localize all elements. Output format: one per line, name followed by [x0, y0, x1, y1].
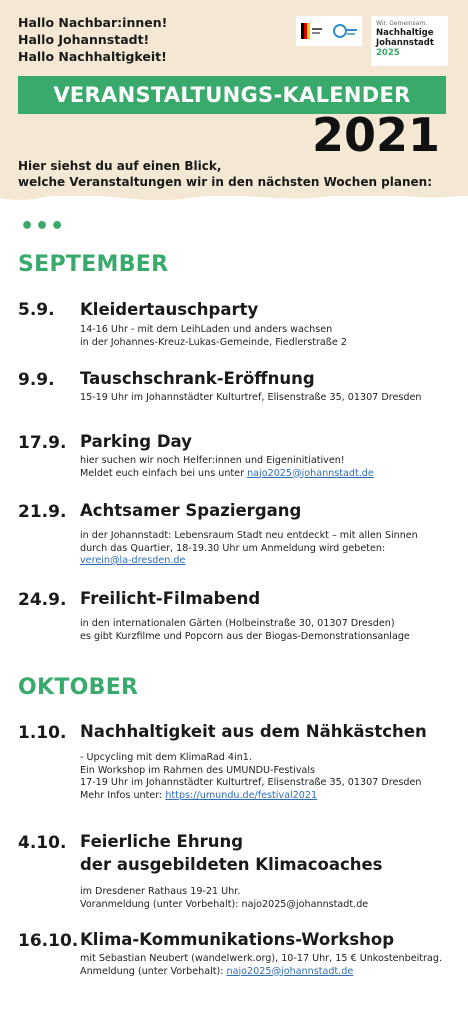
event-description [80, 953, 442, 978]
description-line: mit Sebastian Neubert (wandelwerk.org), 10-17 Uhr, 15 € Unkostenbeitrag. [80, 953, 442, 964]
greeting-line: Hallo Nachbar:innen! [18, 15, 168, 30]
description-line: Ein Workshop im Rahmen des UMUNDU-Festivals [80, 764, 316, 776]
event-description [80, 618, 410, 643]
event-title: Parking Day [80, 432, 192, 451]
email-link[interactable]: najo2025@johannstadt.de [247, 467, 374, 479]
federal-eagle-logo [301, 23, 323, 39]
page-title: VERANSTALTUNGS-KALENDER [18, 76, 446, 114]
event-description [80, 455, 374, 480]
event-description [80, 752, 421, 802]
greeting-line: Hallo Johannstadt! [18, 32, 150, 47]
greeting [18, 14, 167, 65]
event-date: 24.9. [18, 590, 67, 610]
title-line: Feierliche Ehrung [80, 832, 244, 851]
event-date: 5.9. [18, 300, 55, 320]
description-line: im Dresdener Rathaus 19-21 Uhr. [80, 886, 241, 897]
event-title: Klima-Kommunikations-Workshop [80, 930, 395, 949]
event-date: 9.9. [18, 370, 55, 390]
month-heading-oktober: OKTOBER [18, 675, 139, 700]
event-title: Achtsamer Spaziergang [80, 501, 302, 520]
event-description [80, 392, 421, 405]
page-year: 2021 [311, 108, 440, 162]
intro-text [18, 158, 432, 190]
intro-line: Hier siehst du auf einen Blick, [18, 159, 222, 173]
greeting-line: Hallo Nachhaltigkeit! [18, 49, 167, 64]
logo-line: Johannstadt [376, 38, 434, 48]
description-line: 14-16 Uhr - mit dem LeihLaden und anders wachsen [80, 324, 333, 335]
month-heading-september: SEPTEMBER [18, 252, 169, 277]
logo-line: Nachhaltige [376, 28, 434, 38]
logo-tagline: Wir. Gemeinsam. [376, 20, 428, 27]
event-date: 17.9. [18, 433, 67, 453]
email-link[interactable]: najo2025@johannstadt.de [226, 965, 354, 977]
event-title [80, 830, 383, 876]
event-description [80, 530, 418, 568]
event-date: 16.10. [18, 931, 79, 951]
dots-decoration: ••• [20, 214, 66, 239]
description-line: es gibt Kurzfilme und Popcorn aus der Biogas-Demonstrationsanlage [80, 630, 410, 642]
title-line: der ausgebildeten Klimacoaches [80, 855, 383, 874]
description-line: hier suchen wir noch Helfer:innen und Eigeninitiativen! [80, 455, 345, 466]
description-line: Anmeldung (unter Vorbehalt): [80, 965, 227, 977]
event-title: Freilicht-Filmabend [80, 589, 261, 608]
description-line: Voranmeldung (unter Vorbehalt): najo2025@johannstadt.de [80, 898, 369, 910]
event-date: 21.9. [18, 502, 67, 522]
description-line: Meldet euch einfach bei uns unter [80, 467, 248, 479]
event-description [80, 886, 368, 911]
intro-line: welche Veranstaltungen wir in den nächsten Wochen planen: [18, 175, 433, 189]
event-date: 4.10. [18, 833, 67, 853]
event-title: Tauschschrank-Eröffnung [80, 369, 315, 388]
program-logo [332, 23, 358, 39]
description-line: - Upcycling mit dem KlimaRad 4in1. [80, 752, 252, 763]
festival-link[interactable]: https://umundu.de/festival2021 [165, 789, 318, 801]
description-line: 17-19 Uhr im Johannstädter Kulturtref, Elisenstraße 35, 01307 Dresden [80, 777, 422, 788]
logo-year: 2025 [376, 48, 400, 58]
description-line: 15-19 Uhr im Johannstädter Kulturtref, Elisenstraße 35, 01307 Dresden [80, 392, 422, 403]
event-title: Nachhaltigkeit aus dem Nähkästchen [80, 722, 427, 741]
description-line: in der Johannes-Kreuz-Lukas-Gemeinde, Fiedlerstraße 2 [80, 336, 347, 348]
event-description [80, 324, 347, 349]
event-title: Kleidertauschparty [80, 300, 259, 319]
nachhaltige-johannstadt-logo [371, 16, 448, 66]
sponsor-logos [296, 16, 362, 46]
description-line: in der Johannstadt: Lebensraum Stadt neu entdeckt – mit allen Sinnen [80, 530, 418, 541]
email-link[interactable]: verein@la-dresden.de [80, 555, 186, 566]
description-line: Mehr Infos unter: [80, 789, 166, 801]
description-line: durch das Quartier, 18-19.30 Uhr um Anmeldung wird gebeten: [80, 542, 386, 554]
event-date: 1.10. [18, 723, 67, 743]
description-line: in den internationalen Gärten (Holbeinstraße 30, 01307 Dresden) [80, 618, 395, 629]
